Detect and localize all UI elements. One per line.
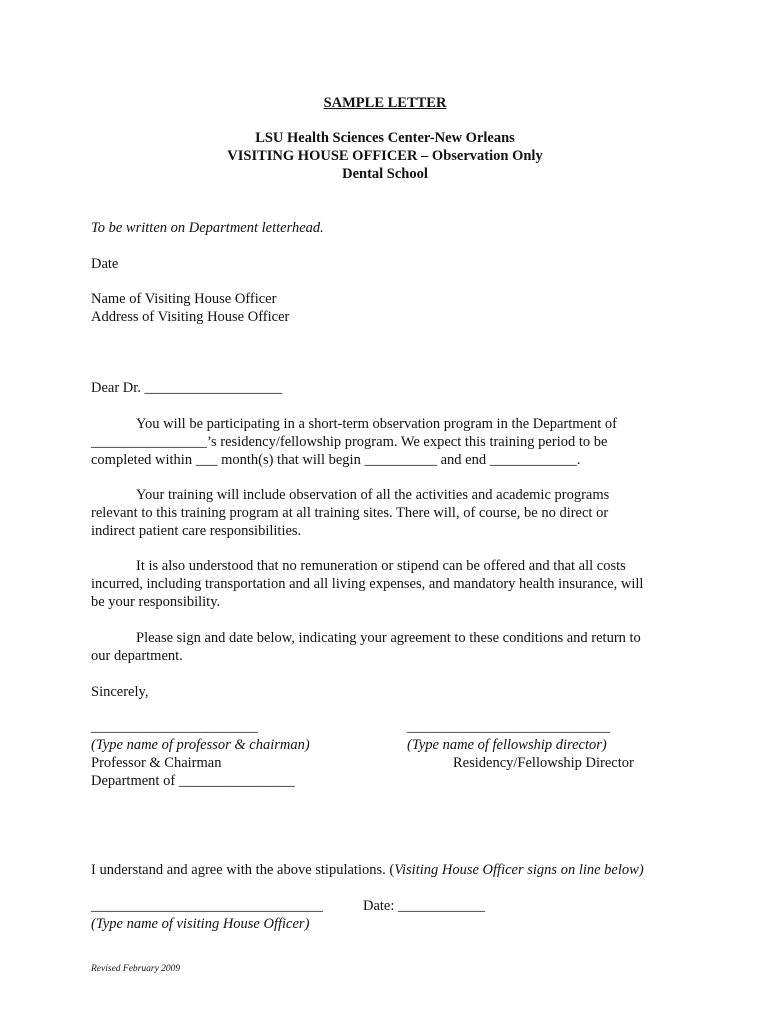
chairman-type-name: (Type name of professor & chairman) [91, 737, 310, 753]
school-line: Dental School [342, 166, 428, 182]
house-officer-type-name: (Type name of visiting House Officer) [91, 916, 310, 932]
director-title: Residency/Fellowship Director [453, 755, 634, 771]
paragraph-2-line-1: Your training will include observation of all the activities and academic programs [136, 487, 610, 503]
paragraph-4-line-1: Please sign and date below, indicating your agreement to these conditions and return to [136, 630, 641, 646]
paragraph-2-line-2: relevant to this training program at all training sites. There will, of course, be no direct or [91, 505, 609, 521]
paragraph-4-line-2: our department. [91, 648, 183, 664]
paragraph-3-line-3: be your responsibility. [91, 594, 221, 610]
department-line: Department of ________________ [91, 773, 295, 789]
date-signature-line: Date: ____________ [363, 898, 486, 914]
institution-line: LSU Health Sciences Center-New Orleans [255, 130, 515, 146]
chairman-title: Professor & Chairman [91, 755, 222, 771]
salutation: Dear Dr. ___________________ [91, 380, 283, 396]
paragraph-1-line-3: completed within ___ month(s) that will begin __________ and end ____________. [91, 452, 581, 468]
director-signature-line: ____________________________ [407, 719, 610, 735]
house-officer-signature-line: ________________________________ [91, 898, 323, 914]
paragraph-1-line-2: ________________’s residency/fellowship program. We expect this training period to be [91, 434, 608, 450]
date-line: Date [91, 256, 119, 272]
revised-date: Revised February 2009 [91, 964, 181, 974]
recipient-address: Address of Visiting House Officer [91, 309, 290, 325]
program-line: VISITING HOUSE OFFICER – Observation Only [227, 148, 543, 164]
paragraph-2-line-3: indirect patient care responsibilities. [91, 523, 302, 539]
agreement-text: I understand and agree with the above stipulations. ( [91, 862, 395, 878]
letterhead-note: To be written on Department letterhead. [91, 220, 324, 236]
recipient-name: Name of Visiting House Officer [91, 291, 277, 307]
chairman-signature-line: _______________________ [91, 719, 258, 735]
paragraph-1-line-1: You will be participating in a short-term observation program in the Department of [136, 416, 617, 432]
letter-title: SAMPLE LETTER [323, 95, 447, 111]
agreement-instruction: Visiting House Officer signs on line below) [394, 862, 644, 878]
paragraph-3-line-2: incurred, including transportation and all living expenses, and mandatory health insurance, will [91, 576, 644, 592]
sincerely: Sincerely, [91, 684, 149, 700]
director-type-name: (Type name of fellowship director) [407, 737, 607, 753]
paragraph-3-line-1: It is also understood that no remuneration or stipend can be offered and that all costs [136, 558, 626, 574]
agreement-statement [91, 861, 644, 879]
